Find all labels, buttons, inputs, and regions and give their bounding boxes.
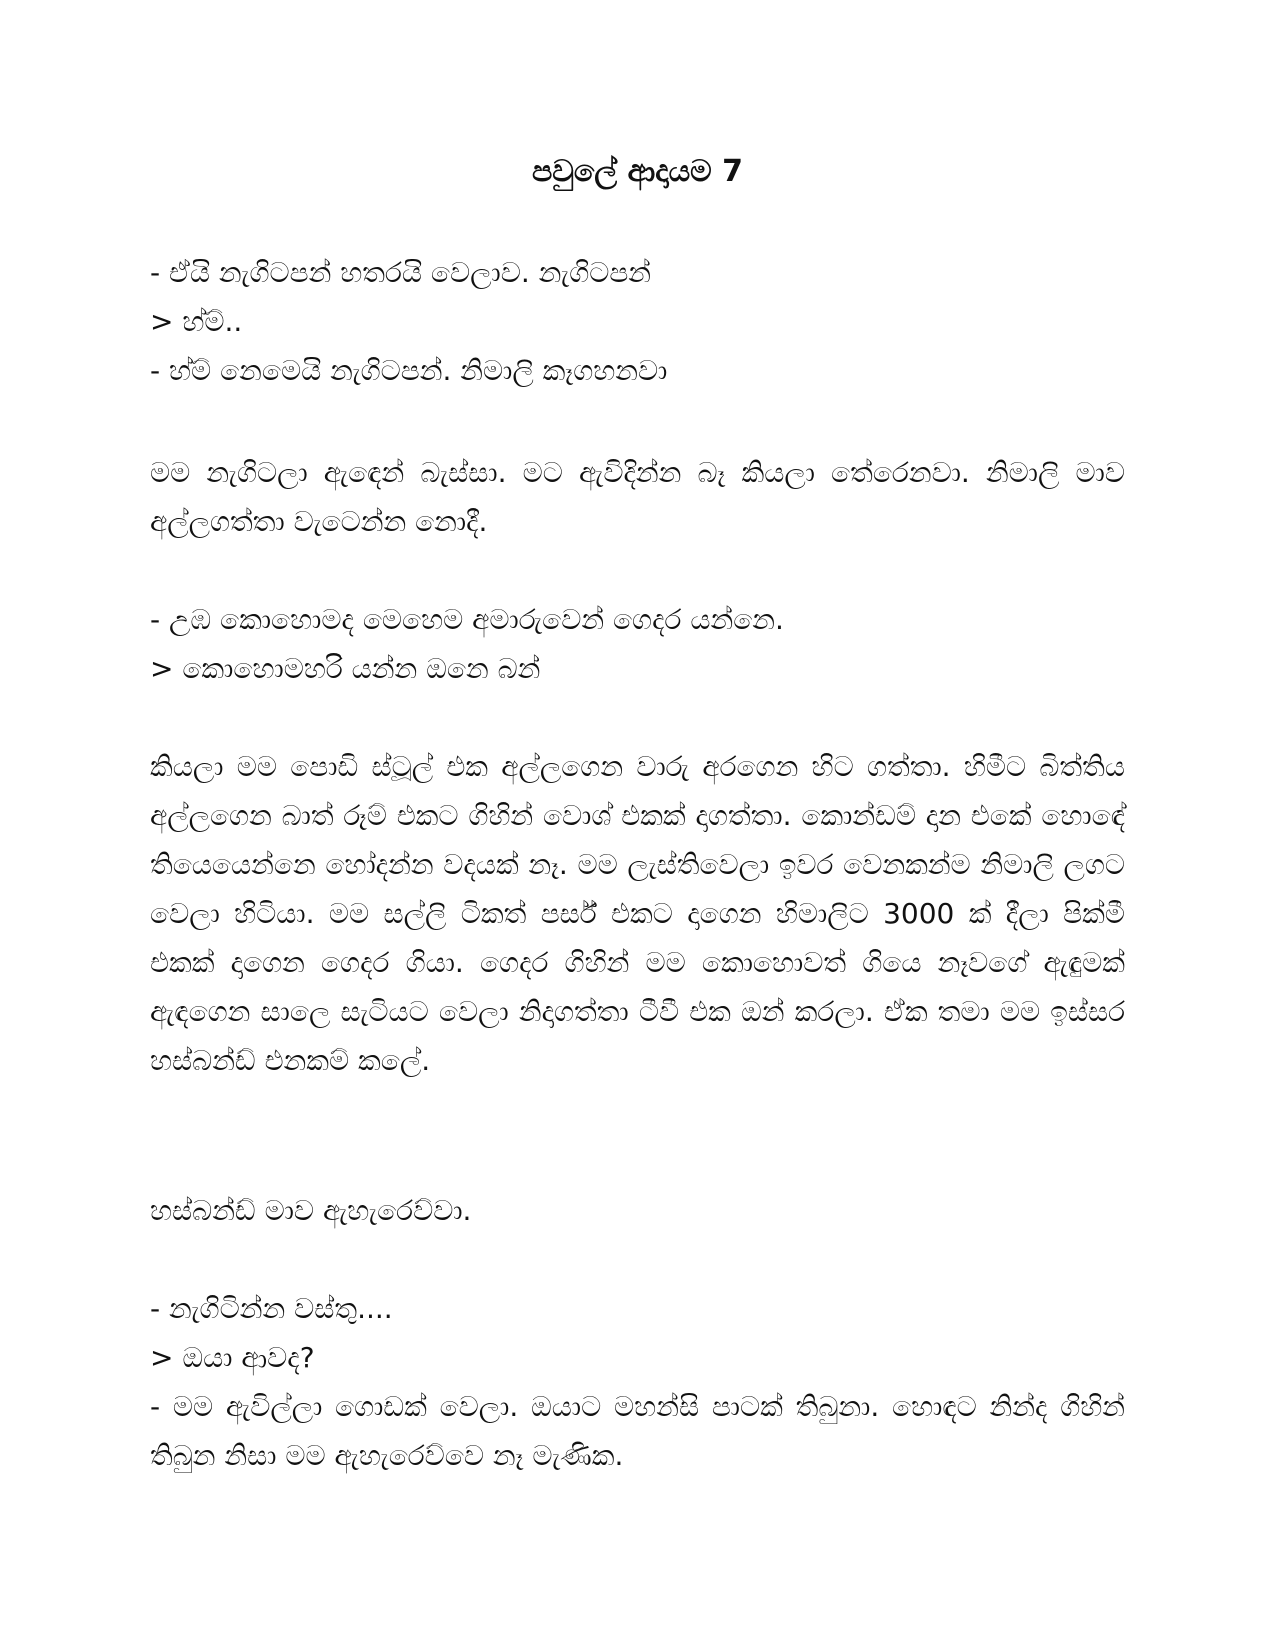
paragraph-1: මම නැගිටලා ඇඳෙන් බැස්සා. මට ඇවිදින්න බෑ කියලා තේරෙනවා. නිමාලි මාව අල්ලගත්තා වැටෙන්න නොදී. [150,456,1125,538]
dialog-line: > හ්ම්.. [150,305,243,338]
dialog-line: - ඒයි නැගිටපන් හතරයි වෙලාව. නැගිටපන් [150,256,652,289]
dialog-line: - හ්ම් නෙමෙයි නැගිටපන්. නිමාලි කෑගහනවා [150,354,668,387]
dialog-line: - නැගිටින්න වස්තු.... [150,1292,393,1325]
dialog-block-2 [150,595,1125,693]
dialog-block-3 [150,1284,1125,1480]
dialog-line: - උඹ කොහොමද මෙහෙම අමාරුවෙන් ගෙදර යන්නෙ. [150,603,784,636]
dialog-block-1 [150,248,1125,395]
dialog-line: > කොහොමහරි යන්න ඔනෙ බන් [150,652,541,685]
dialog-paragraph: - මම ඇවිල්ලා ගොඩක් වෙලා. ඔයාට මහන්සි පාටක් තිබුනා. හොඳට නින්ද ගිහින් තිබුන නිසා මම ඇහැරෙව්වෙ නෑ මැණික. [150,1390,1125,1472]
paragraph-2: කියලා මම පොඩි ස්ටූල් එක අල්ලගෙන වාරු අරගෙන හිට ගත්තා. හිමීට බිත්තිය අල්ලගෙන බාත් රූම් එකට ගිහින් වොශ් එකක් දාගත්තා. කොන්ඩම් දාන එකේ හොඳේ තියෙයෙන්නෙ හෝදන්න වදයක් නෑ. මම ලැස්තිවෙලා ඉවර වෙනකන්ම නිමාලි ලගට වෙලා හිටියා. මම සල්ලි ටිකත් පර්ස් එකට දාගෙන හිමාලිට 3000 ක් දීලා පික්මී එකක් දාගෙන ගෙදර ගියා. ගෙදර ගිහින් මම කොහොවත් ගියෙ නෑවගේ ඇඳුමක් ඇඳගෙන සාලෙ සැටියට වෙලා නිදාගත්තා ටීවී එක ඔන් කරලා. ඒක තමා මම ඉස්සර හස්බන්ඩ් එනකම් කලේ. [150,750,1125,1077]
paragraph-3: හස්බන්ඩ් මාව ඇහැරෙව්වා. [150,1194,472,1227]
page-title: පවුලේ ආදායම 7 [531,154,744,189]
document-page [150,0,1125,1650]
dialog-line: > ඔයා ආවද? [150,1341,315,1374]
